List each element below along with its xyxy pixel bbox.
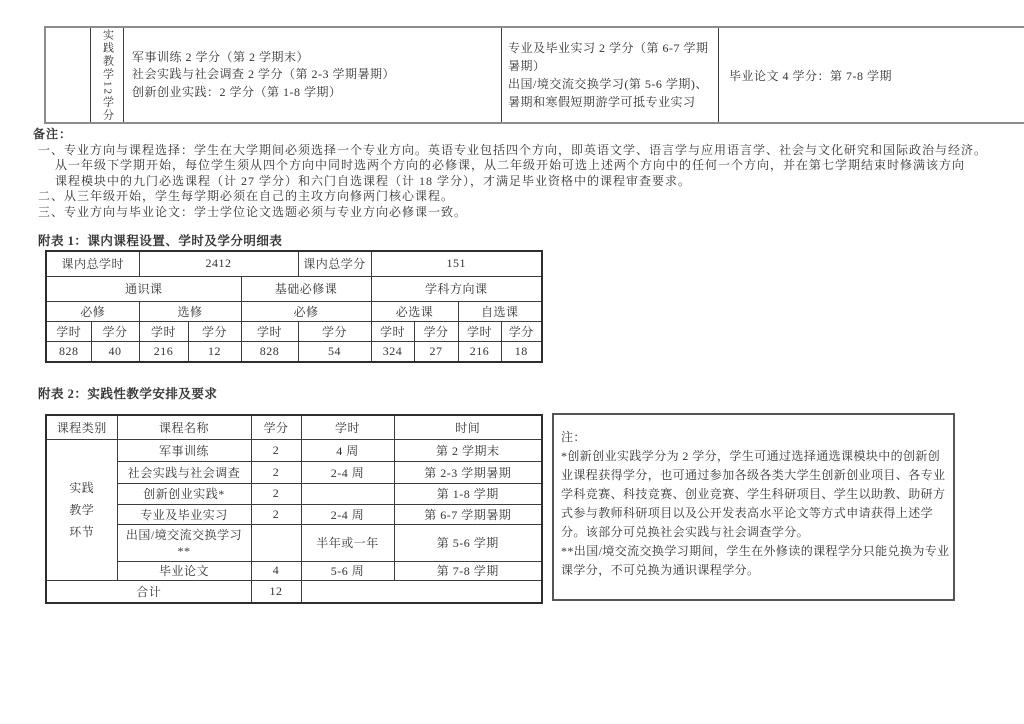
header-hours: 学时 [301,415,394,439]
course-time: 第 5-6 学期 [394,524,542,561]
total-label: 合计 [46,580,251,603]
col-header: 学分 [91,321,139,341]
group-basic-required: 基础必修课 [241,276,371,301]
note-line: 课学分，不可兑换为通识课程学分。 [561,563,760,577]
value-cell: 324 [371,341,414,362]
course-credits: 2 [251,504,301,524]
note-line: 式参与教师科研项目以及公开发表高水平论文等方式申请获得上述学 [561,506,934,520]
value-cell: 40 [91,341,139,362]
course-name: 军事训练 [117,439,251,461]
course-hours: 2-4 周 [301,461,394,483]
group-discipline-direction: 学科方向课 [371,276,542,301]
col-header: 学时 [241,321,298,341]
col-header: 学分 [188,321,241,341]
remark-line-1c: 课程模块中的九门必选课程（计 27 学分）和六门自选课程（计 18 学分），才满足毕业资格中的课程审查要求。 [55,173,692,188]
practice-teaching-side-label: 实践教学12学分 [101,28,114,122]
appendix1-title: 附表 1：课内课程设置、学时及学分明细表 [38,234,283,248]
total-credits: 12 [251,580,301,603]
note-line: 学科竞赛、科技竞赛、创业竞赛、学生科研项目、学生以助教、助研方 [561,487,946,501]
practice-items-cell [124,27,502,123]
category-line: 教学 [69,502,95,517]
course-hours: 5-6 周 [301,561,394,580]
course-time: 第 1-8 学期 [394,483,542,504]
header-course-name: 课程名称 [117,415,251,439]
practice-item-line: 军事训练 2 学分（第 2 学期末） [132,49,310,64]
course-time: 第 7-8 学期 [394,561,542,580]
practice-teaching-side-label-cell [91,27,124,123]
course-hours: 4 周 [301,439,394,461]
appendix2-table [45,414,543,604]
total-empty-cell [301,580,542,603]
course-time: 第 6-7 学期暑期 [394,504,542,524]
col-header: 学分 [298,321,371,341]
value-cell: 216 [139,341,188,362]
header-credits: 学分 [251,415,301,439]
note-line: 分。该部分可兑换社会实践与社会调查学分。 [561,525,810,539]
value-cell: 54 [298,341,371,362]
category-line: 环节 [69,524,95,539]
practice-item-line: 社会实践与社会调查 2 学分（第 2-3 学期暑期） [132,67,395,82]
course-credits: 2 [251,461,301,483]
course-name: 毕业论文 [117,561,251,580]
category-practice-teaching-cell [46,439,117,580]
course-name-footnote-marker: ** [177,543,191,558]
course-time: 第 2 学期末 [394,439,542,461]
internship-line: 暑期和寒假短期游学可抵专业实习 [508,95,696,109]
col-header: 学分 [501,321,542,341]
course-hours [301,483,394,504]
subgroup-required: 必修 [46,301,139,321]
internship-line: 出国/境交流交换学习(第 5-6 学期)、 [508,77,708,91]
subgroup-self-elective: 自选课 [458,301,542,321]
appendix2-notes-panel [552,413,955,601]
course-name: 社会实践与社会调查 [117,461,251,483]
total-hours-label: 课内总学时 [46,251,139,276]
course-hours: 2-4 周 [301,504,394,524]
course-credits: 4 [251,561,301,580]
value-cell: 828 [46,341,91,362]
total-credits-label: 课内总学分 [298,251,371,276]
total-hours-value: 2412 [139,251,298,276]
internship-line: 暑期） [508,59,546,73]
course-name-cell [117,524,251,561]
course-credits: 2 [251,439,301,461]
col-header: 学分 [414,321,458,341]
internship-line: 专业及毕业实习 2 学分（第 6-7 学期 [508,41,709,55]
course-credits: 2 [251,483,301,504]
course-name: 出国/境交流交换学习 [125,527,243,542]
appendix1-table [45,250,543,363]
group-general-courses: 通识课 [46,276,241,301]
remarks-heading: 备注： [33,127,73,141]
col-header: 学时 [139,321,188,341]
note-line: 注： [561,430,586,444]
empty-cell [45,27,91,123]
course-name: 创新创业实践* [117,483,251,504]
subgroup-required-2: 必修 [241,301,371,321]
course-time: 第 2-3 学期暑期 [394,461,542,483]
col-header: 学时 [46,321,91,341]
category-line: 实践 [69,480,95,495]
practice-teaching-summary-table [44,26,1024,124]
course-name: 专业及毕业实习 [117,504,251,524]
remark-line-1b: 从一年级下学期开始，每位学生须从四个方向中同时选两个方向的必修课，从二年级开始可选上述两个方向中的任何一个方向，并在第七学期结束时修满该方向 [55,158,966,173]
remark-line-2: 二、从三年级开始，学生每学期必须在自己的主攻方向修两门核心课程。 [38,189,455,204]
value-cell: 27 [414,341,458,362]
course-hours: 半年或一年 [301,524,394,561]
course-credits [251,524,301,561]
remarks-section [33,127,987,221]
col-header: 学时 [371,321,414,341]
thesis-cell: 毕业论文 4 学分：第 7-8 学期 [719,27,1024,123]
remark-line-1: 一、专业方向与课程选择：学生在大学期间必须选择一个专业方向。英语专业包括四个方向，即英语文学、语言学与应用语言学、社会与文化研究和国际政治与经济。 [38,142,988,157]
value-cell: 828 [241,341,298,362]
total-credits-value: 151 [371,251,542,276]
note-line: **出国/境交流交换学习期间，学生在外修读的课程学分只能兑换为专业 [561,544,950,558]
header-time: 时间 [394,415,542,439]
col-header: 学时 [458,321,501,341]
subgroup-elective: 选修 [139,301,241,321]
note-line: 业课程获得学分，也可通过参加各级各类大学生创新创业项目、各专业 [561,468,946,482]
subgroup-required-elective: 必选课 [371,301,458,321]
remark-line-3: 三、专业方向与毕业论文：学士学位论文选题必须与专业方向必修课一致。 [38,204,468,219]
value-cell: 18 [501,341,542,362]
header-course-category: 课程类别 [46,415,117,439]
internship-cell [502,27,719,123]
value-cell: 12 [188,341,241,362]
appendix2-title: 附表 2：实践性教学安排及要求 [38,387,218,401]
value-cell: 216 [458,341,501,362]
note-line: *创新创业实践学分为 2 学分，学生可通过选择通选课模块中的创新创 [561,449,941,463]
practice-item-line: 创新创业实践：2 学分（第 1-8 学期） [132,84,342,99]
